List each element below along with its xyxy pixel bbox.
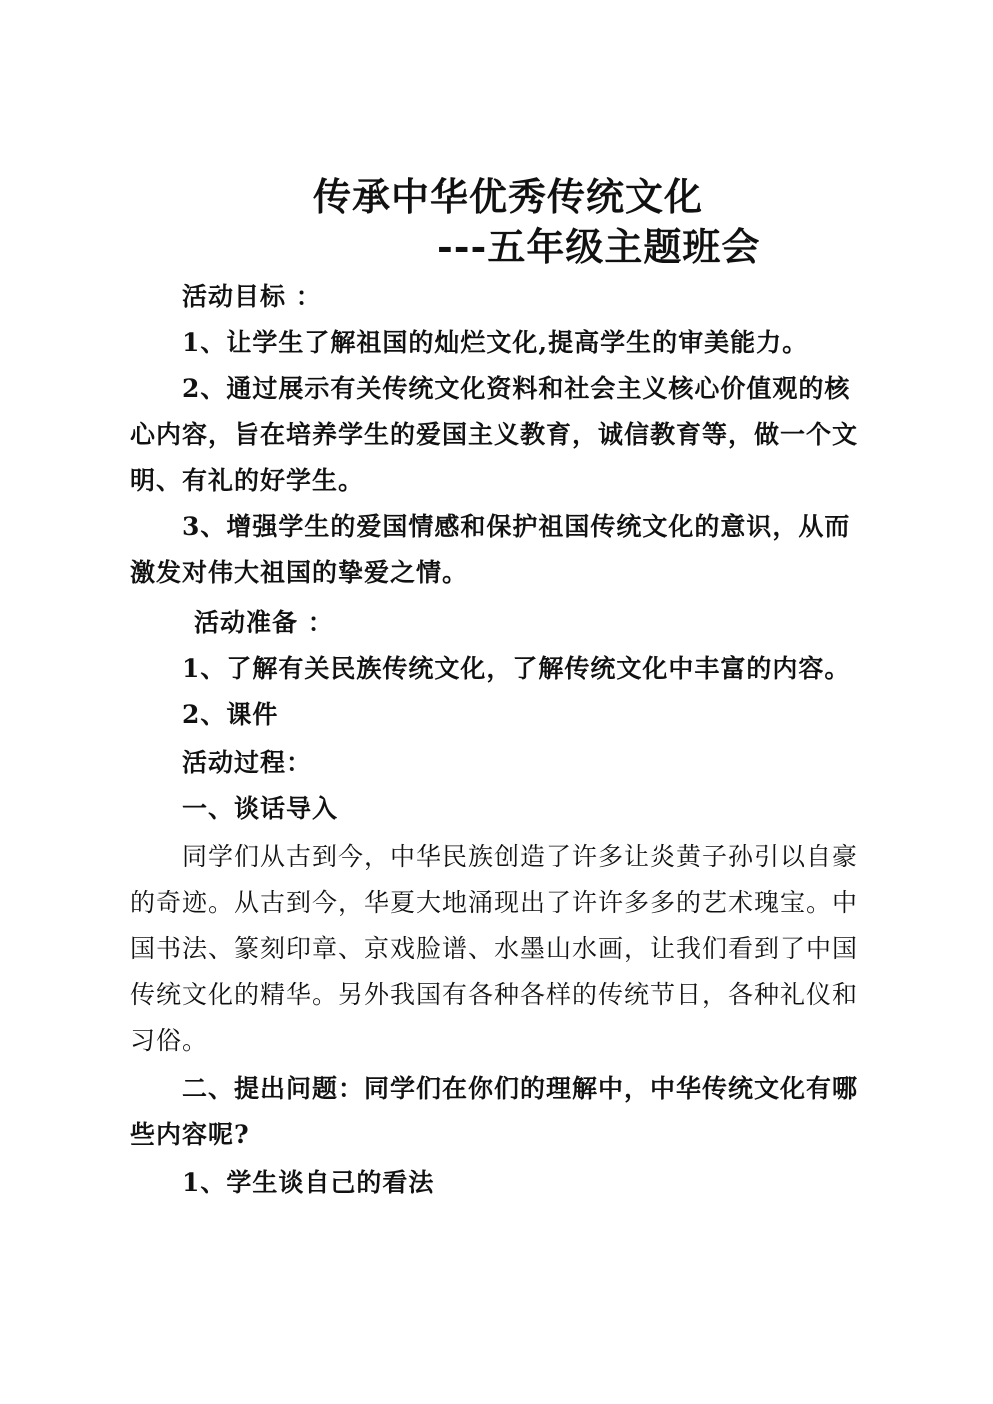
goal-heading: 活动目标 ： — [182, 282, 322, 311]
goal-item-2: 2、通过展示有关传统文化资料和社会主义核心价值观的核心内容，旨在培养学生的爱国主义教育，诚信教育等，做一个文明、有礼的好学生。 — [130, 374, 859, 495]
section2-item-1: 1、学生谈自己的看法 — [182, 1168, 435, 1197]
prep-heading: 活动准备 ： — [194, 608, 334, 637]
prep-item-2: 2、课件 — [182, 700, 279, 729]
section2-heading: 二、提出问题：同学们在你们的理解中，中华传统文化有哪些内容呢? — [130, 1074, 859, 1149]
section1-paragraph: 同学们从古到今，中华民族创造了许多让炎黄子孙引以自豪的奇迹。从古到今，华夏大地涌现出了许许多多的艺术瑰宝。中国书法、篆刻印章、京戏脸谱、水墨山水画，让我们看到了中国传统文化的精华。另外我国有各种各样的传统节日，各种礼仪和习俗。 — [130, 842, 859, 1055]
process-heading: 活动过程： — [182, 748, 313, 777]
document-title: 传承中华优秀传统文化 — [313, 174, 704, 219]
document-subtitle: ---五年级主题班会 — [437, 224, 761, 269]
goal-item-3: 3、增强学生的爱国情感和保护祖国传统文化的意识，从而激发对伟大祖国的挚爱之情。 — [130, 512, 851, 587]
goal-item-1: 1、让学生了解祖国的灿烂文化,提高学生的审美能力。 — [182, 328, 809, 357]
prep-item-1: 1、了解有关民族传统文化，了解传统文化中丰富的内容。 — [182, 654, 851, 683]
section1-heading: 一、谈话导入 — [182, 794, 339, 823]
